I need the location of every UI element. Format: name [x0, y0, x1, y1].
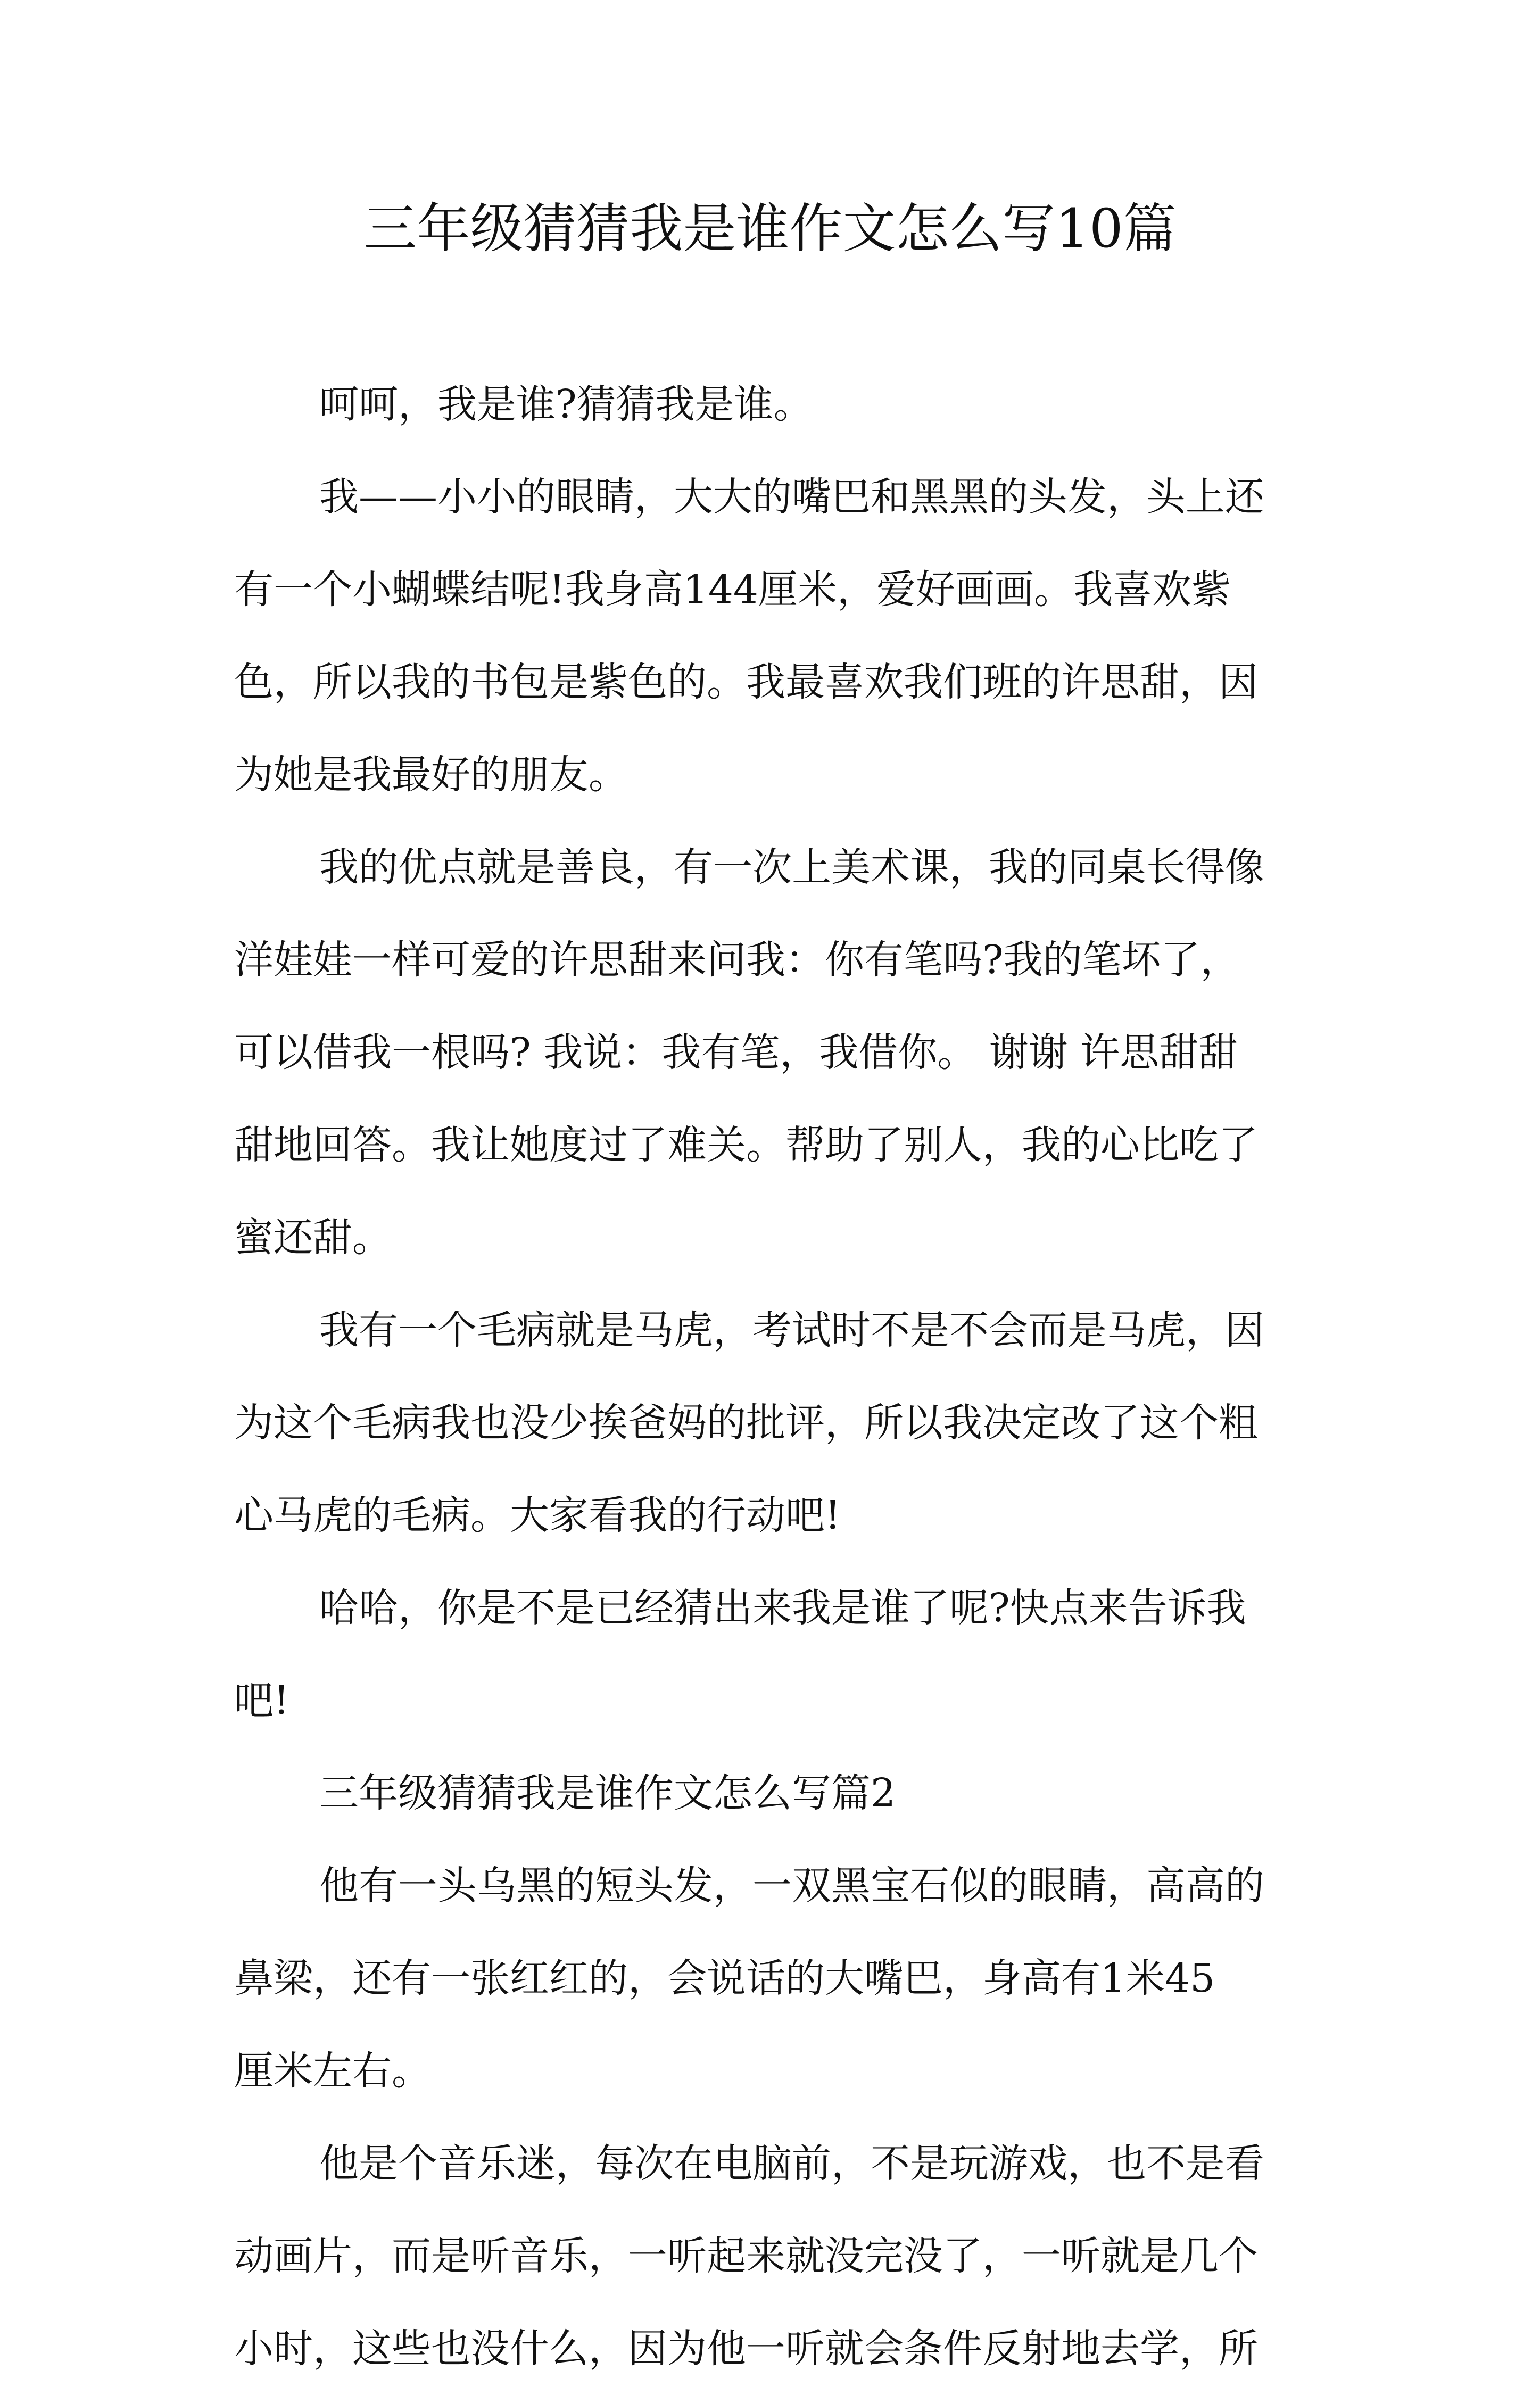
text-line: 为这个毛病我也没少挨爸妈的批评，所以我决定改了这个粗 — [234, 1400, 1258, 1446]
text-line: 鼻梁，还有一张红红的，会说话的大嘴巴，身高有1米45 — [234, 1955, 1215, 2001]
text-line: 心马虎的毛病。大家看我的行动吧! — [234, 1493, 841, 1538]
text-line: 哈哈，你是不是已经猜出来我是谁了呢?快点来告诉我 — [319, 1585, 1246, 1631]
text-line: 可以借我一根吗? 我说：我有笔，我借你。 谢谢 许思甜甜 — [234, 1030, 1238, 1075]
document-title: 三年级猜猜我是谁作文怎么写10篇 — [363, 197, 1177, 260]
text-line: 洋娃娃一样可爱的许思甜来问我：你有笔吗?我的笔坏了， — [234, 937, 1240, 983]
text-line: 小时，这些也没什么，因为他一听就会条件反射地去学，所 — [234, 2326, 1258, 2372]
text-line: 厘米左右。 — [234, 2048, 431, 2094]
text-line: 呵呵，我是谁?猜猜我是谁。 — [319, 382, 813, 427]
text-line: 有一个小蝴蝶结呢!我身高144厘米，爱好画画。我喜欢紫 — [234, 567, 1231, 612]
text-line: 甜地回答。我让她度过了难关。帮助了别人，我的心比吃了 — [234, 1122, 1258, 1168]
text-line: 为她是我最好的朋友。 — [234, 752, 628, 798]
text-line: 我有一个毛病就是马虎，考试时不是不会而是马虎，因 — [319, 1307, 1264, 1353]
text-line: 我——小小的眼睛，大大的嘴巴和黑黑的头发，头上还 — [319, 474, 1264, 520]
text-line: 动画片，而是听音乐，一听起来就没完没了，一听就是几个 — [234, 2233, 1258, 2279]
text-line: 三年级猜猜我是谁作文怎么写篇2 — [319, 1770, 896, 1816]
document-body — [234, 358, 1314, 2395]
text-line: 吧! — [234, 1678, 289, 1723]
text-line: 我的优点就是善良，有一次上美术课，我的同桌长得像 — [319, 844, 1264, 890]
text-line: 蜜还甜。 — [234, 1215, 392, 1261]
text-line: 他有一头乌黑的短头发，一双黑宝石似的眼睛，高高的 — [319, 1863, 1264, 1909]
text-line: 色，所以我的书包是紫色的。我最喜欢我们班的许思甜，因 — [234, 659, 1258, 705]
text-line: 他是个音乐迷，每次在电脑前，不是玩游戏，也不是看 — [319, 2141, 1264, 2186]
